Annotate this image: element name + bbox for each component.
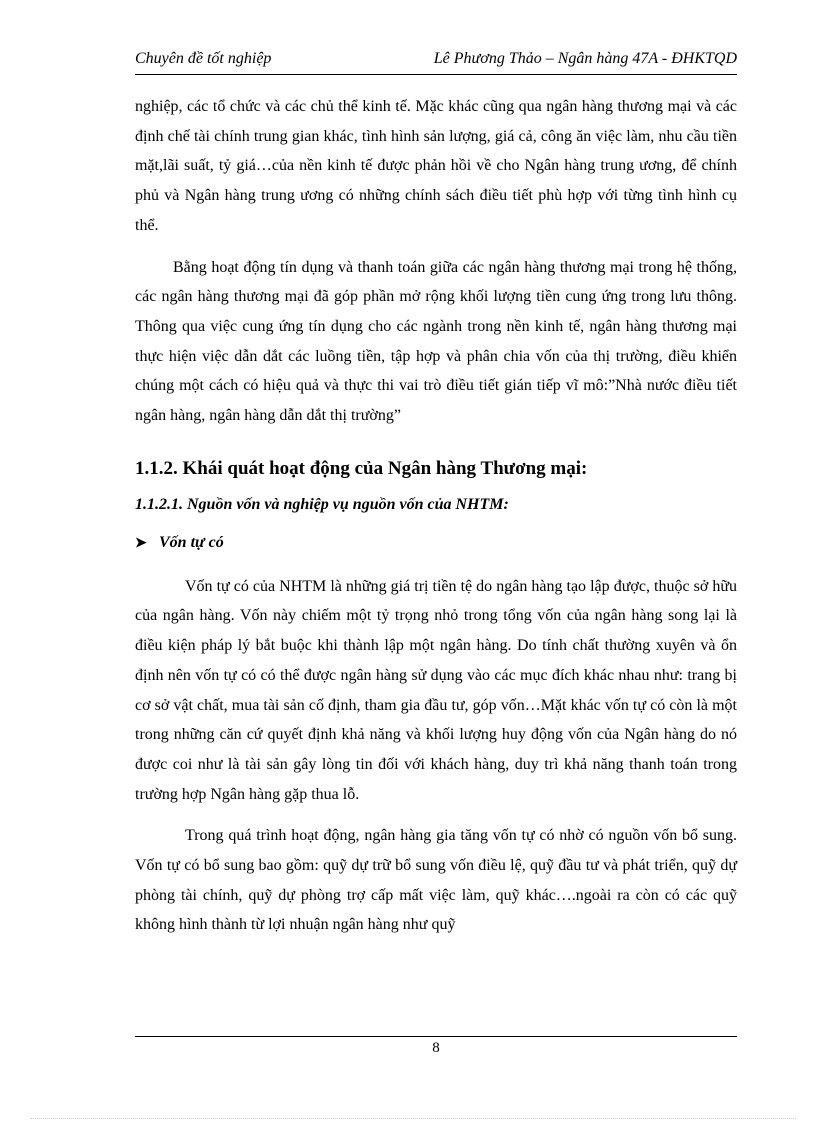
bullet-heading-text: Vốn tự có: [159, 533, 224, 551]
header-divider: [135, 74, 737, 75]
section-heading: 1.1.2. Khái quát hoạt động của Ngân hàng Thương mại:: [135, 457, 588, 479]
footer-divider: [135, 1036, 737, 1037]
subsection-heading: 1.1.2.1. Nguồn vốn và nghiệp vụ nguồn vốn của NHTM:: [135, 495, 509, 513]
paragraph-2: Bằng hoạt động tín dụng và thanh toán giữa các ngân hàng thương mại trong hệ thống, các ngân hàng thương mại đã góp phần mở rộng khối lượng tiền cung ứng trong lưu thông. Thông qua việc cung ứng tín dụng cho các ngành trong nền kinh tế, ngân hàng thương mại thực hiện việc dẫn dắt các luồng tiền, tập hợp và phân chia vốn của thị trường, điều khiển chúng một cách có hiệu quả và thực thi vai trò điều tiết gián tiếp vĩ mô:”Nhà nước điều tiết ngân hàng, ngân hàng dẫn dắt thị trường”: [135, 258, 737, 425]
page-header: [135, 46, 737, 72]
paragraph-1: nghiệp, các tổ chức và các chủ thể kinh tế. Mặc khác cũng qua ngân hàng thương mại và các định chế tài chính trung gian khác, tình hình sản lượng, giá cả, công ăn việc làm, nhu cầu tiền mặt,lãi suất, tỷ giá…của nền kinh tế được phản hồi về cho Ngân hàng trung ương, để chính phủ và Ngân hàng trung ương có những chính sách điều tiết phù hợp với từng tình hình cụ thể.: [135, 98, 737, 234]
header-left-title: Chuyên đề tốt nghiệp: [135, 50, 272, 67]
header-right-author: Lê Phương Thảo – Ngân hàng 47A - ĐHKTQD: [433, 50, 737, 67]
bullet-heading: [135, 523, 737, 564]
page-bottom-margin-line: [30, 1118, 796, 1119]
page-number: 8: [432, 1040, 440, 1056]
paragraph-4: Trong quá trình hoạt động, ngân hàng gia tăng vốn tự có nhờ có nguồn vốn bổ sung. Vốn tự có bổ sung bao gồm: quỹ dự trữ bổ sung vốn điều lệ, quỹ đầu tư và phát triển, quỹ dự phòng tài chính, quỹ dự phòng trợ cấp mất việc làm, quỹ khác….ngoài ra còn có các quỹ không hình thành từ lợi nhuận ngân hàng như quỹ: [135, 827, 737, 934]
paragraph-3: Vốn tự có của NHTM là những giá trị tiền tệ do ngân hàng tạo lập được, thuộc sở hữu của ngân hàng. Vốn này chiếm một tỷ trọng nhỏ trong tổng vốn của ngân hàng song lại là điều kiện pháp lý bắt buộc khi thành lập một ngân hàng. Do tính chất thường xuyên và ổn định nên vốn tự có có thể được ngân hàng sử dụng vào các mục đích khác nhau như: trang bị cơ sở vật chất, mua tài sản cố định, tham gia đầu tư, góp vốn…Mặt khác vốn tự có còn là một trong những căn cứ quyết định khả năng và khối lượng huy động vốn của Ngân hàng do nó được coi như là tài sản gây lòng tin đối với khách hàng, duy trì khả năng thanh toán trong trường hợp Ngân hàng gặp thua lỗ.: [135, 577, 737, 803]
arrow-bullet-icon: ➤: [135, 535, 147, 551]
document-body: [135, 92, 737, 940]
